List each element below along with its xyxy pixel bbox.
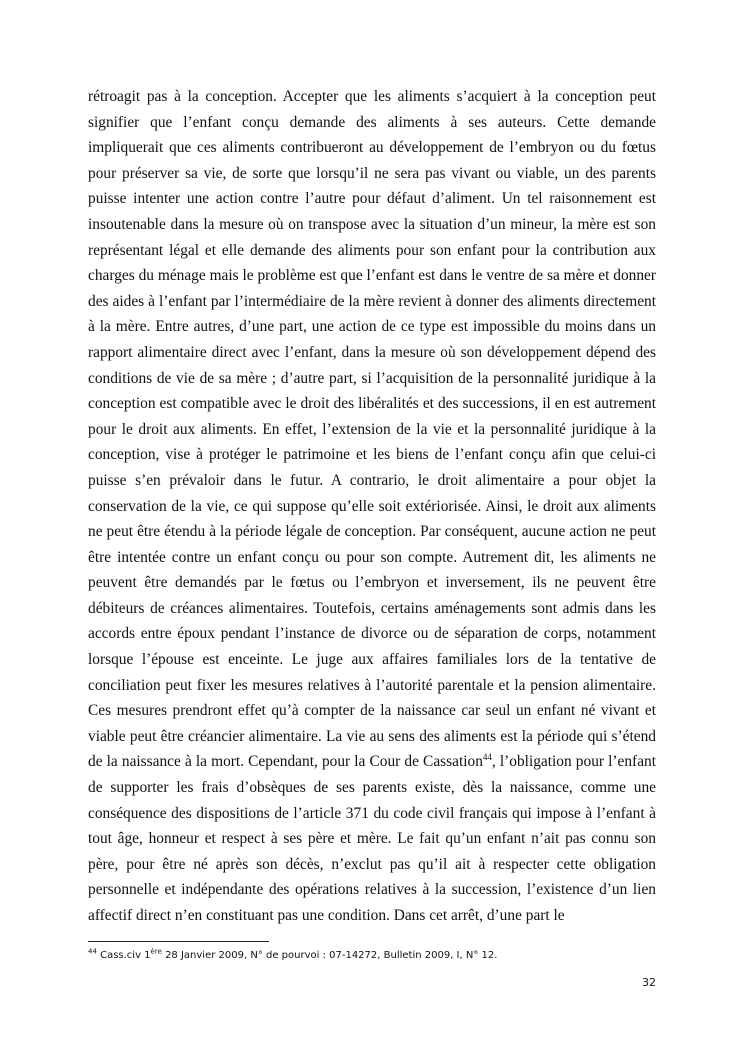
page-body: [88, 84, 656, 929]
footnote-reference-44[interactable]: 44: [482, 752, 492, 763]
footnote-number: 44: [88, 947, 97, 956]
footnote-text-end: 28 Janvier 2009, N° de pourvoi : 07-14272, Bulletin 2009, I, N° 12.: [161, 950, 498, 961]
paragraph-text-part-2: , l’obligation pour l’enfant de supporter les frais d’obsèques de ses parents existe, dès la naissance, comme une conséquence des dispositions de l’article 371 du code civil français qui impose à l’enfant à tout âge, honneur et respect à ses père et mère. Le fait qu’un enfant n’ait pas connu son père, pour être né après son décès, n’exclut pas qu’il ait à respecter cette obligation personnelle et indépendante des opérations relatives à la succession, l’existence d’un lien affectif direct n’en constituant pas une condition. Dans cet arrêt, d’une part le: [88, 753, 656, 924]
footnote-44: [88, 949, 497, 963]
footnote-separator: [88, 941, 269, 942]
page-number: 32: [642, 976, 656, 989]
footnote-text-start: Cass.civ 1: [96, 950, 151, 961]
footnote-ordinal-suffix: ère: [150, 947, 162, 956]
paragraph-text-part-1: rétroagit pas à la conception. Accepter que les aliments s’acquiert à la conception peut signifier que l’enfant conçu demande des aliments à ses auteurs. Cette demande impliquerait que ces aliments contribueront au développement de l’embryon ou du fœtus pour préserver sa vie, de sorte que lorsqu’il ne sera pas vivant ou viable, un des parents puisse intenter une action contre l’autre pour défaut d’aliment. Un tel raisonnement est insoutenable dans la mesure où on transpose avec la situation d’un mineur, la mère est son représentant légal et elle demande des aliments pour son enfant pour la contribution aux charges du ménage mais le problème est que l’enfant est dans le ventre de sa mère et donner des aides à l’enfant par l’intermédiaire de la mère revient à donner des aliments directement à la mère. Entre autres, d’une part, une action de ce type est impossible du moins dans un rapport alimentaire direct avec l’enfant, dans la mesure où son développement dépend des conditions de vie de sa mère ; d’autre part, si l’acquisition de la personnalité juridique à la conception est compatible avec le droit des libéralités et des successions, il en est autrement pour le droit aux aliments. En effet, l’extension de la vie et la personnalité juridique à la conception, vise à protéger le patrimoine et les biens de l’enfant conçu afin que celui-ci puisse s’en prévaloir dans le futur. A contrario, le droit alimentaire a pour objet la conservation de la vie, ce qui suppose qu’elle soit extériorisée. Ainsi, le droit aux aliments ne peut être étendu à la période légale de conception. Par conséquent, aucune action ne peut être intentée contre un enfant conçu ou pour son compte. Autrement dit, les aliments ne peuvent être demandés par le fœtus ou l’embryon et inversement, ils ne peuvent être débiteurs de créances alimentaires. Toutefois, certains aménagements sont admis dans les accords entre époux pendant l’instance de divorce ou de séparation de corps, notamment lorsque l’épouse est enceinte. Le juge aux affaires familiales lors de la tentative de conciliation peut fixer les mesures relatives à l’autorité parentale et la pension alimentaire. Ces mesures prendront effet qu’à compter de la naissance car seul un enfant né vivant et viable peut être créancier alimentaire. La vie au sens des aliments est la période qui s’étend de la naissance à la mort. Cependant, pour la Cour de Cassation: [88, 88, 656, 771]
body-paragraph: [88, 84, 656, 929]
